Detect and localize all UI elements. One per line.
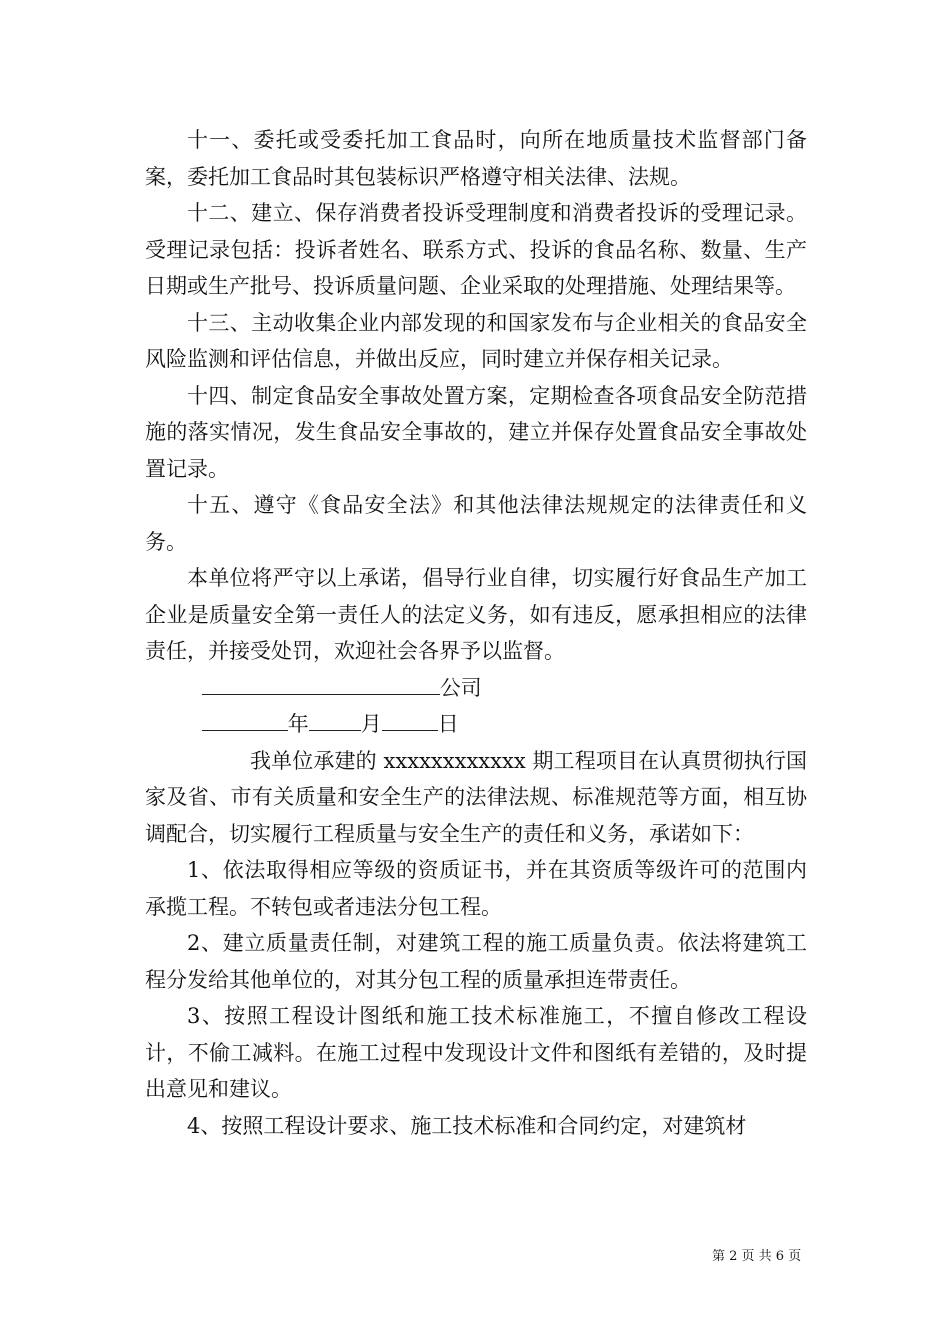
paragraph-item-15: 十五、遵守《食品安全法》和其他法律法规规定的法律责任和义务。 <box>145 493 807 554</box>
page-number: 第 2 页 共 6 页 <box>712 1249 802 1264</box>
paragraph-item-14: 十四、制定食品安全事故处置方案，定期检查各项食品安全防范措施的落实情况，发生食品安全事故的，建立并保存处置食品安全事故处置记录。 <box>145 383 807 481</box>
commitment-item-1: 1、依法取得相应等级的资质证书，并在其资质等级许可的范围内承揽工程。不转包或者违法分包工程。 <box>145 858 807 919</box>
project-intro-paragraph: 我单位承建的 xxxxxxxxxxxx 期工程项目在认真贯彻执行国家及省、市有关质量和安全生产的法律法规、标准规范等方面，相互协调配合，切实履行工程质量与安全生产的责任和义务，承诺如下： <box>145 748 807 846</box>
month-label: 月 <box>360 712 382 736</box>
day-label: 日 <box>437 712 459 736</box>
commitment-item-3: 3、按照工程设计图纸和施工技术标准施工，不擅自修改工程设计，不偷工减料。在施工过程中发现设计文件和图纸有差错的，及时提出意见和建议。 <box>145 1004 807 1101</box>
paragraph-item-11: 十一、委托或受委托加工食品时，向所在地质量技术监督部门备案，委托加工食品时其包装标识严格遵守相关法律、法规。 <box>145 128 807 189</box>
commitment-item-4: 4、按照工程设计要求、施工技术标准和合同约定，对建筑材 <box>187 1113 747 1138</box>
month-blank <box>309 708 361 731</box>
day-blank <box>382 708 438 731</box>
paragraph-item-12: 十二、建立、保存消费者投诉受理制度和消费者投诉的受理记录。受理记录包括：投诉者姓名、联系方式、投诉的食品名称、数量、生产日期或生产批号、投诉质量问题、企业采取的处理措施、处理结果等。 <box>145 201 807 298</box>
paragraph-item-13: 十三、主动收集企业内部发现的和国家发布与企业相关的食品安全风险监测和评估信息，并做出反应，同时建立并保存相关记录。 <box>145 310 807 371</box>
year-blank <box>202 708 288 731</box>
year-label: 年 <box>287 712 309 736</box>
signature-date-line <box>145 706 807 743</box>
company-blank <box>202 672 440 695</box>
signature-company-line <box>145 670 807 707</box>
document-body <box>145 122 807 1144</box>
company-label: 公司 <box>439 675 482 700</box>
commitment-item-2: 2、建立质量责任制，对建筑工程的施工质量负责。依法将建筑工程分发给其他单位的，对其分包工程的质量承担连带责任。 <box>145 931 807 992</box>
commitment-paragraph: 本单位将严守以上承诺，倡导行业自律，切实履行好食品生产加工企业是质量安全第一责任人的法定义务，如有违反，愿承担相应的法律责任，并接受处罚，欢迎社会各界予以监督。 <box>145 566 807 663</box>
